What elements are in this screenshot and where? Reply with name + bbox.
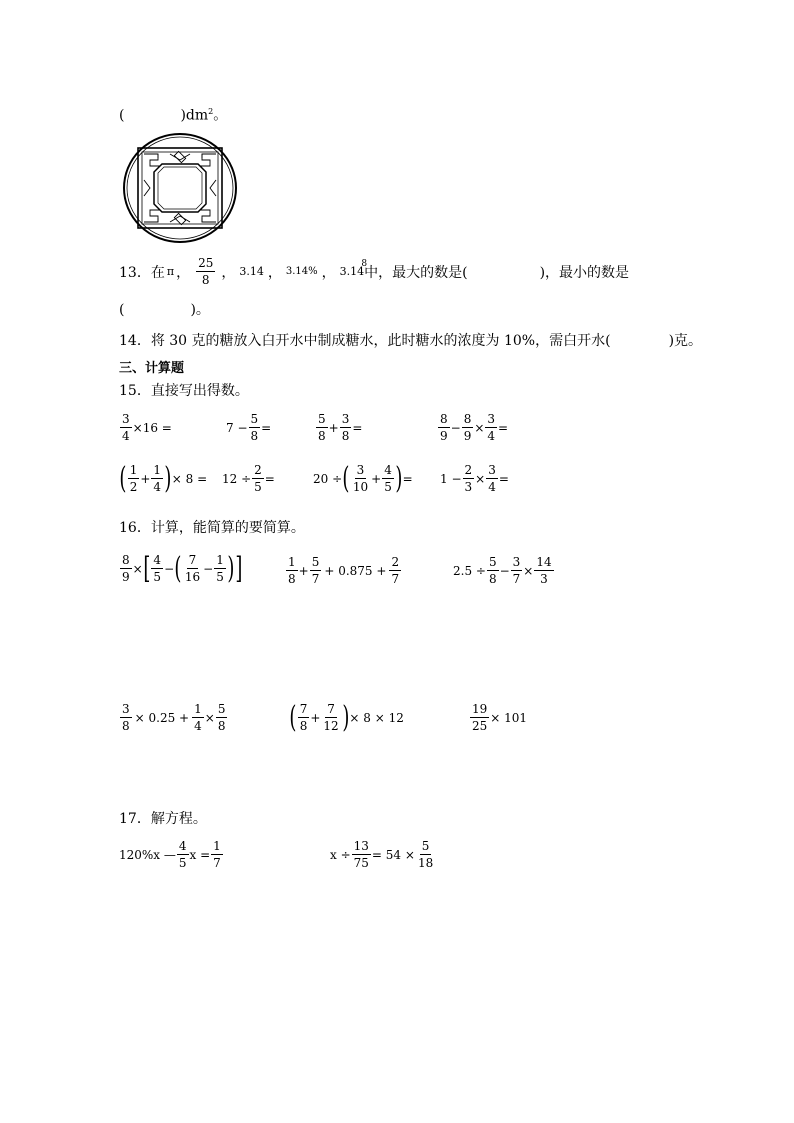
numerator: 5 [488,555,497,569]
numerator: 1 [288,555,296,569]
operator-text: ， [267,264,282,281]
fraction [192,702,204,733]
operator-text: − [203,561,214,576]
fraction [211,839,223,870]
denominator: 8 [318,429,326,443]
q15-expr-7 [313,460,413,496]
q16-expr-4 [119,702,228,733]
fraction [214,553,226,584]
operator-text: 3.14% [285,266,318,277]
operator-text: + [140,471,151,486]
circle-window-figure [122,132,238,244]
fraction [196,256,215,287]
fraction [511,555,523,586]
q14-line: 14．将 30 克的糖放入白开水中制成糖水，此时糖水的浓度为 10%，需白开水( )克。 [119,333,703,349]
operator-text: = [498,471,509,486]
fraction [120,412,132,443]
operator-text: 13．在 [119,264,165,281]
section-title: 三、计算题 [119,361,185,376]
operator-text: ， [321,264,336,281]
operator-text: = [261,420,272,435]
denominator: 16 [184,570,201,584]
numerator: 3 [122,412,130,426]
fraction [485,412,497,443]
numerator: 3 [341,412,350,426]
operator-text: 中，最大的数是( [364,264,468,281]
numerator: 14 [536,555,552,569]
operator-text: ， [176,264,191,281]
denominator: 4 [122,429,130,443]
denominator: 8 [341,429,350,443]
numerator: 5 [318,412,326,426]
numerator: 25 [198,256,214,270]
numerator: 4 [153,553,162,567]
operator-text: − [499,563,510,578]
fraction [216,702,228,733]
operator-text: × 8 = [171,471,208,486]
numerator: 3 [356,463,365,477]
q15-title: 15．直接写出得数。 [119,383,249,399]
q16-expr-3 [453,555,555,586]
bracket: ) [164,460,172,496]
numerator: 2 [464,463,473,477]
denominator: 8 [488,572,497,586]
q17-title: 17．解方程。 [119,811,207,827]
denominator: 5 [216,570,224,584]
bracket: ) [227,550,235,586]
fraction [352,839,371,870]
fraction [438,412,450,443]
bracket: ( [119,460,127,496]
operator-text: ， [221,264,236,281]
denominator: 12 [323,719,339,733]
numerator: 3 [487,412,496,426]
denominator: 5 [254,480,262,494]
denominator: 8 [250,429,259,443]
operator-text: + [298,563,309,578]
fraction [310,555,322,586]
denominator: 7 [391,572,400,586]
fraction [151,553,163,584]
fraction [183,553,202,584]
bracket: [ [143,550,151,586]
q16-title: 16．计算，能简算的要简算。 [119,520,305,536]
numerator: 13 [353,839,369,853]
numerator: 1 [216,553,224,567]
operator-text: + [371,471,382,486]
denominator: 10 [352,480,369,494]
fraction [463,463,475,494]
q16-expr-5 [289,699,404,735]
operator-text: × [132,561,143,576]
q15-expr-3 [315,412,362,443]
pi-symbol: π [166,265,175,278]
bracket: ( [174,550,182,586]
denominator: 3 [540,572,548,586]
operator-text: − [164,561,175,576]
operator-text: x = [189,847,211,862]
q13-answer-line-2: ( )。 [119,302,210,318]
fraction [298,702,310,733]
denominator: 7 [512,572,521,586]
bracket: ( [289,699,297,735]
q15-expr-1 [119,412,172,443]
denominator: 8 [299,719,308,733]
operator-text: + 0.875 + [324,563,387,578]
denominator: 7 [311,572,320,586]
q15-expr-2 [226,412,271,443]
denominator: 9 [122,570,130,584]
q13-line [119,256,629,287]
fraction [120,702,132,733]
numerator: 8 [440,412,448,426]
operator-text: + [310,710,321,725]
q15-expr-8 [440,463,509,494]
bracket: ) [342,699,350,735]
fraction [249,412,261,443]
q16-expr-1 [119,550,242,586]
fraction [534,555,553,586]
operator-text: = [402,471,413,486]
operator-text: 1 − [440,471,462,486]
numerator: 7 [327,702,335,716]
denominator: 4 [488,480,496,494]
numerator: 1 [213,839,221,853]
operator-text: x ÷ [330,847,351,862]
denominator: 5 [178,856,187,870]
denominator: 8 [288,572,296,586]
operator-text: × [523,563,534,578]
fraction [486,463,498,494]
operator-text: 12 ÷ [222,471,252,486]
denominator: 25 [472,719,488,733]
operator-text: × [204,710,215,725]
operator-text: = [352,420,363,435]
fraction [128,463,140,494]
numerator: 7 [188,553,197,567]
numerator: 1 [194,702,202,716]
fraction [316,412,328,443]
bracket: ) [395,460,403,496]
numerator: 5 [250,412,259,426]
operator-text: 20 ÷ [313,471,343,486]
denominator: 75 [353,856,369,870]
fraction [389,555,401,586]
numerator: 3 [488,463,496,477]
operator-text: × 8 × 12 [349,710,404,725]
denominator: 8 [201,273,210,287]
q12-answer-line: ( )$dm^2$。 [119,107,228,124]
numerator: 2 [254,463,262,477]
denominator: 7 [213,856,221,870]
fraction [177,839,189,870]
fraction [286,555,298,586]
denominator: 2 [129,480,138,494]
numerator: 3 [512,555,521,569]
numerator: 5 [311,555,320,569]
operator-text: ×16 = [132,420,172,435]
q16-expr-2 [285,555,402,586]
q15-expr-5 [119,460,208,496]
operator-text: − [450,420,461,435]
numerator: 5 [421,839,430,853]
operator-text: 7 − [226,420,248,435]
fraction [351,463,370,494]
denominator: 8 [122,719,130,733]
operator-text: 2.5 ÷ [453,563,486,578]
numerator: 8 [463,412,472,426]
denominator: 8 [217,719,226,733]
bracket: ] [234,550,242,586]
denominator: 4 [153,480,162,494]
numerator: 2 [391,555,400,569]
denominator: 3 [464,480,473,494]
numerator: 7 [299,702,308,716]
operator-text: = 54 × [371,847,415,862]
denominator: 4 [487,429,496,443]
operator-text: × 0.25 + [134,710,190,725]
numerator: 3 [122,702,130,716]
fraction [340,412,352,443]
operator-text: )，最小的数是 [539,264,630,281]
q15-expr-6 [222,463,275,494]
operator-text: + [328,420,339,435]
operator-text: 3.14 [239,265,264,278]
operator-text: = [498,420,509,435]
denominator: 18 [417,856,434,870]
q16-expr-6 [469,702,527,733]
q17-equation-2 [330,839,436,870]
repeating-decimal: 3.14 8 [339,259,368,278]
denominator: 4 [194,719,202,733]
fraction [252,463,264,494]
fraction [462,412,474,443]
fraction [120,553,132,584]
denominator: 9 [440,429,448,443]
numerator: 1 [129,463,138,477]
fraction [416,839,435,870]
operator-text: 120%x — [119,847,176,862]
numerator: 1 [153,463,162,477]
operator-text: × [475,471,486,486]
fraction [382,463,394,494]
denominator: 5 [153,570,162,584]
numerator: 5 [217,702,226,716]
fraction [151,463,163,494]
q15-expr-4 [437,412,508,443]
operator-text: × 101 [490,710,528,725]
bracket: ( [342,460,350,496]
operator-text: = [264,471,275,486]
operator-text: × [474,420,485,435]
fraction [321,702,340,733]
numerator: 19 [472,702,488,716]
fraction [487,555,499,586]
numerator: 4 [178,839,187,853]
q17-equation-1 [119,839,224,870]
numerator: 8 [122,553,130,567]
denominator: 5 [384,480,392,494]
fraction [470,702,489,733]
denominator: 9 [463,429,472,443]
numerator: 4 [384,463,392,477]
